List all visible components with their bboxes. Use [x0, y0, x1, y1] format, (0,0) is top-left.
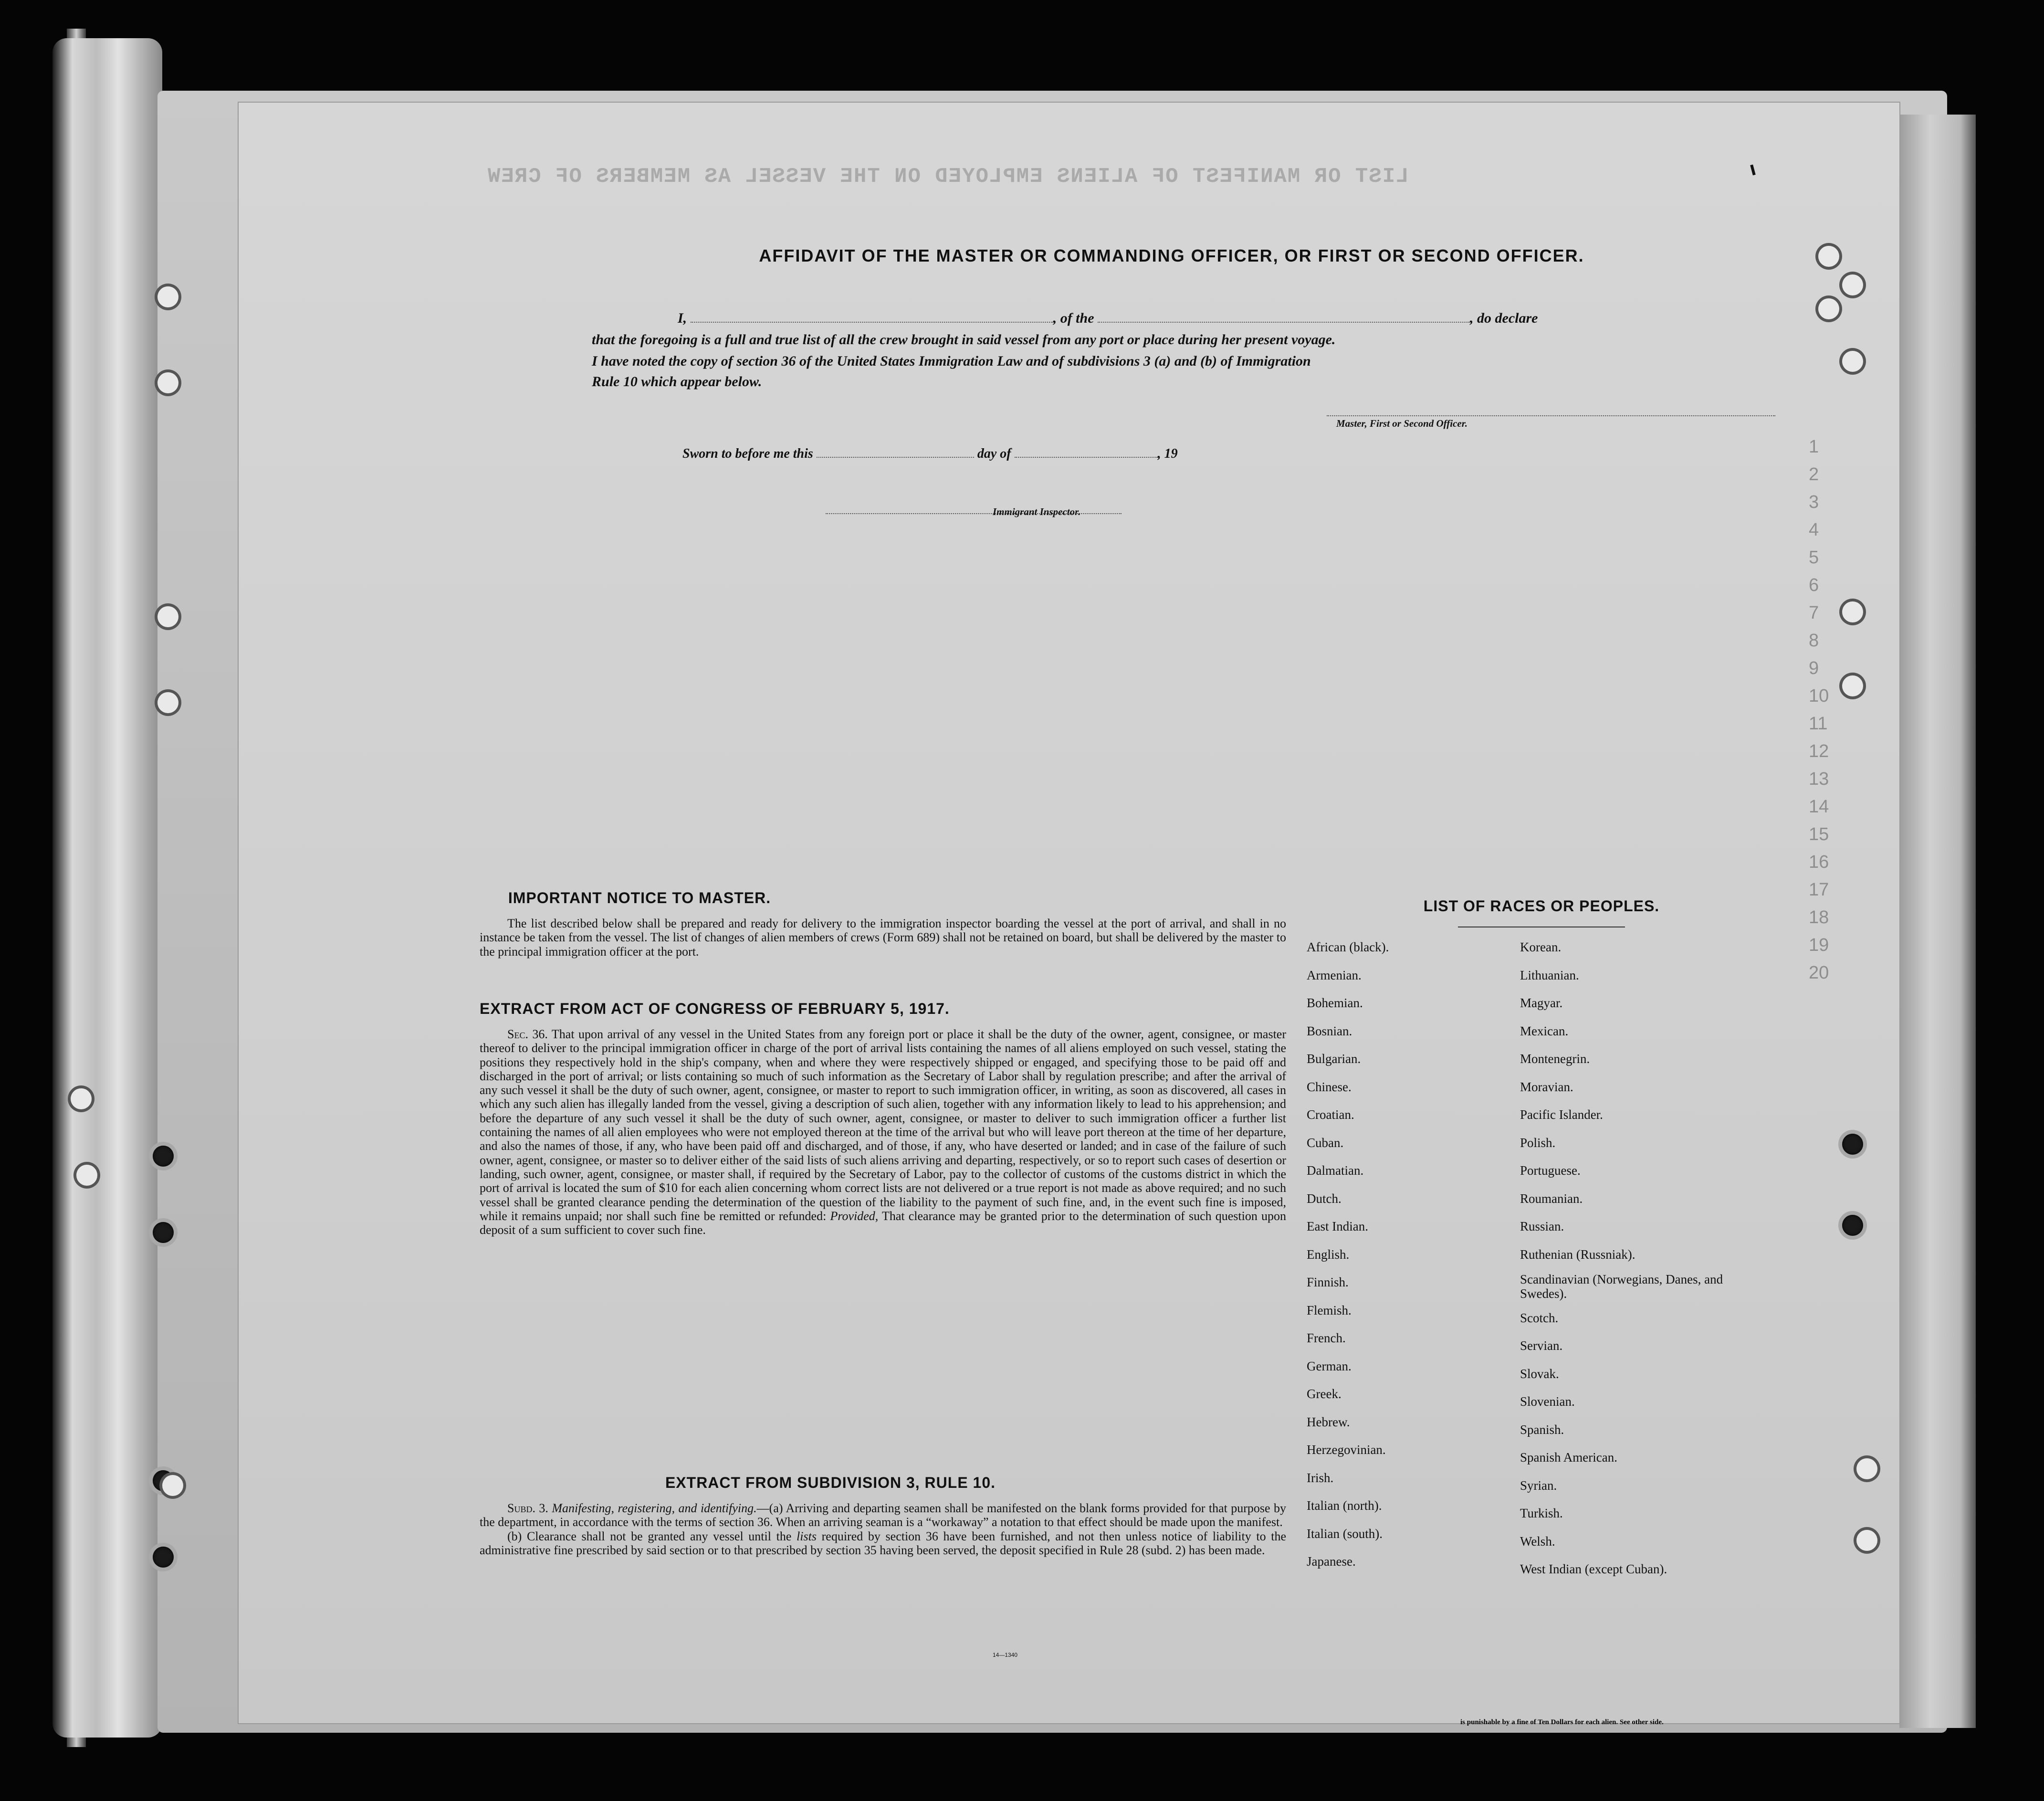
row-number: 11	[1809, 714, 1828, 734]
race-item: Scotch.	[1520, 1310, 1559, 1325]
race-item: Magyar.	[1520, 996, 1563, 1010]
races-title: LIST OF RACES OR PEOPLES.	[1423, 897, 1660, 915]
binder-hole	[71, 1088, 92, 1109]
affidavit-line-2: that the foregoing is a full and true list of all the crew brought in said vessel from any port or place during her present voyage.	[592, 332, 1336, 348]
footer-note: is punishable by a fine of Ten Dollars for each alien. See other side.	[1460, 1718, 1664, 1726]
race-item: Dutch.	[1307, 1191, 1342, 1206]
bleed-through-title: LIST OR MANIFEST OF ALIENS EMPLOYED ON THE VESSEL AS MEMBERS OF CREW	[487, 165, 1409, 189]
sec36-end: That clearance may be granted prior to the determination of such question upon deposit of a sum sufficient to cover such fine.	[480, 1209, 1286, 1237]
subd-label: Subd. 3.	[507, 1501, 548, 1515]
subd-heading: Manifesting, registering, and identifying.	[552, 1501, 757, 1515]
form-number: 14—1340	[993, 1652, 1018, 1658]
race-item: Cuban.	[1307, 1135, 1344, 1150]
sec36-paragraph	[480, 1027, 1286, 1237]
race-item: Croatian.	[1307, 1107, 1354, 1122]
binder-hole	[76, 1165, 97, 1186]
race-item: Slovenian.	[1520, 1394, 1575, 1409]
race-item: French.	[1307, 1331, 1346, 1345]
master-signature-label: Master, First or Second Officer.	[1336, 418, 1467, 429]
race-item: Irish.	[1307, 1470, 1334, 1485]
master-signature-line	[1327, 415, 1775, 416]
row-number: 4	[1809, 520, 1819, 540]
row-number: 14	[1809, 797, 1829, 817]
row-number: 7	[1809, 603, 1819, 623]
race-item: Russian.	[1520, 1219, 1564, 1233]
subd-b-text-1: (b) Clearance shall not be granted any vessel until the	[507, 1529, 792, 1543]
race-item: Polish.	[1520, 1135, 1556, 1150]
row-number: 6	[1809, 575, 1819, 595]
sec36-body: That upon arrival of any vessel in the United States from any foreign port or place it shall be the duty of the owner, agent, consignee, or master thereof to deliver to the principal immigration officer in charge of the port of arrival lists containing the names of all aliens employed on such vessel, stating the positions they respectively hold in the ship's company, when and where they were respectively shipped or engaged, and specifying those to be paid off and discharged in the port of arrival; or lists containing so much of such information as the Secretary of Labor shall by regulation prescribe; and after the arrival of any such vessel it shall be the duty of such owner, agent, consignee, or master to report to such immigration officer, in writing, as soon as discovered, all cases in which any such alien has illegally landed from the vessel, giving a description of such alien, together with any information likely to lead to his apprehension; and before the departure of any such vessel it shall be the duty of such owner, agent, consignee, or master to deliver to such immigration officer a further list containing the names of all alien employees who were not employed thereon at the time of the arrival but who will leave port thereon at the time of her departure, and also the names of those, if any, who have been paid off and discharged, and of those, if any, who have deserted or landed; and in case of the failure of such owner, agent, consignee, or master so to deliver either of the said lists of such aliens arriving and departing, respectively, or so to report such cases of desertion or landing, such owner, agent, consignee, or master shall, if required by the Secretary of Labor, pay to the collector of customs of the customs district in which the port of arrival is located the sum of $10 for each alien concerning whom correct lists are not delivered or a true report is not made as above required; and no such vessel shall be granted clearance pending the determination of the question of the liability to the payment of such fine, and, in the event such fine is imposed, while it remains unpaid; nor shall such fine be remitted or refunded:	[480, 1027, 1287, 1223]
binder-hole	[157, 286, 178, 307]
race-item: Portuguese.	[1520, 1163, 1581, 1178]
page-hole	[1818, 298, 1839, 319]
row-number: 5	[1809, 548, 1819, 568]
page-right-edge	[1899, 115, 1976, 1728]
race-item: Scandinavian (Norwegians, Danes, and Swedes).	[1520, 1272, 1723, 1301]
race-item: Bosnian.	[1307, 1023, 1352, 1038]
affidavit-line-1	[678, 310, 1538, 326]
race-item: Armenian.	[1307, 968, 1362, 982]
race-item: Montenegrin.	[1520, 1052, 1590, 1066]
affidavit-do-declare: , do declare	[1470, 310, 1538, 326]
subd-b-text-2: required by section 36 have been furnished, and not then unless notice of liability to the administrative fine prescribed by said section or to that prescribed by section 35 having been served, the deposit specified in Rule 28 (subd. 2) has been made.	[480, 1529, 1287, 1557]
race-item: West Indian (except Cuban).	[1520, 1562, 1667, 1576]
manifest-page	[239, 103, 1899, 1723]
name-blank	[691, 322, 1053, 323]
binder-hole	[157, 606, 178, 627]
race-item: Italian (south).	[1307, 1526, 1383, 1541]
notice-paragraph: The list described below shall be prepared and ready for delivery to the immigration inspector boarding the vessel at the port of arrival, and shall in no instance be taken from the vessel. The list of changes of alien members of crews (Form 689) shall not be retained on board, but shall be delivered by the master to the principal immigration officer at the port.	[480, 916, 1286, 958]
day-of-text: day of	[977, 446, 1011, 461]
sec-label: Sec. 36.	[507, 1027, 548, 1041]
race-item: Bulgarian.	[1307, 1052, 1361, 1066]
sworn-month-blank	[1015, 457, 1158, 458]
row-number: 12	[1809, 741, 1829, 761]
binder-spine	[52, 38, 162, 1738]
binder-hole	[153, 1222, 174, 1243]
page-hole	[1856, 1458, 1877, 1479]
race-item: Slovak.	[1520, 1366, 1559, 1381]
race-item: English.	[1307, 1247, 1350, 1262]
race-item: Lithuanian.	[1520, 968, 1579, 982]
sworn-text: Sworn to before me this	[682, 446, 813, 461]
notice-title: IMPORTANT NOTICE TO MASTER.	[508, 889, 771, 906]
row-number: 10	[1809, 686, 1829, 706]
race-item: Spanish.	[1520, 1422, 1564, 1437]
page-hole	[1842, 351, 1863, 372]
page-hole	[1818, 246, 1839, 267]
race-item: Welsh.	[1520, 1534, 1555, 1548]
race-item: Roumanian.	[1520, 1191, 1583, 1206]
row-number: 13	[1809, 769, 1829, 789]
race-item: Dalmatian.	[1307, 1163, 1364, 1178]
extract-act-text	[480, 1027, 1286, 1237]
page-hole	[1856, 1530, 1877, 1551]
extract-act-title: EXTRACT FROM ACT OF CONGRESS OF FEBRUARY 5, 1917.	[480, 1000, 950, 1017]
extract-rule-title: EXTRACT FROM SUBDIVISION 3, RULE 10.	[665, 1474, 996, 1491]
race-item: Greek.	[1307, 1387, 1342, 1401]
page-hole	[1842, 274, 1863, 295]
binder-hole	[153, 1146, 174, 1167]
race-item: German.	[1307, 1359, 1352, 1373]
race-item: Ruthenian (Russniak).	[1520, 1247, 1635, 1262]
page-hole	[1842, 675, 1863, 696]
races-left-column	[1307, 933, 1507, 1576]
row-number: 16	[1809, 852, 1829, 872]
row-number: 18	[1809, 907, 1829, 927]
race-item: Herzegovinian.	[1307, 1443, 1386, 1457]
affidavit-line-4: Rule 10 which appear below.	[592, 374, 762, 390]
pen-mark	[1750, 165, 1755, 176]
row-number: 20	[1809, 963, 1829, 983]
row-number: 8	[1809, 631, 1819, 651]
row-number: 17	[1809, 880, 1829, 900]
provided-word: Provided,	[830, 1209, 879, 1223]
affidavit-line-3: I have noted the copy of section 36 of the United States Immigration Law and of subdivisions 3 (a) and (b) of Immigration	[592, 353, 1311, 369]
notice-text	[480, 916, 1286, 958]
page-hole	[1842, 601, 1863, 622]
race-item: Finnish.	[1307, 1275, 1349, 1289]
races-right-column	[1520, 933, 1759, 1583]
subd-b-lists: lists	[797, 1529, 817, 1543]
race-item: Hebrew.	[1307, 1414, 1350, 1429]
race-item: Italian (north).	[1307, 1498, 1382, 1513]
race-item: African (black).	[1307, 940, 1389, 954]
row-number: 9	[1809, 658, 1819, 678]
row-number: 1	[1809, 437, 1819, 457]
row-number: 15	[1809, 824, 1829, 844]
binder-hole	[157, 692, 178, 713]
sworn-line	[682, 446, 1178, 462]
race-item: Mexican.	[1520, 1023, 1569, 1038]
row-number: 2	[1809, 464, 1819, 484]
vessel-blank	[1098, 322, 1470, 323]
extract-rule-text	[480, 1501, 1286, 1557]
race-item: Pacific Islander.	[1520, 1107, 1603, 1122]
race-item: Spanish American.	[1520, 1450, 1617, 1464]
binder-hole	[157, 372, 178, 393]
affidavit-i: I,	[678, 310, 687, 326]
inspector-label: Immigrant Inspector.	[993, 506, 1081, 517]
year-text: , 19	[1157, 446, 1178, 461]
race-item: East Indian.	[1307, 1219, 1368, 1233]
race-item: Japanese.	[1307, 1554, 1356, 1569]
race-item: Moravian.	[1520, 1079, 1573, 1094]
race-item: Bohemian.	[1307, 996, 1363, 1010]
race-item: Syrian.	[1520, 1478, 1557, 1493]
page-hole	[1842, 1134, 1863, 1155]
subd-a-paragraph	[480, 1501, 1286, 1529]
race-item: Flemish.	[1307, 1303, 1352, 1317]
row-number: 3	[1809, 492, 1819, 512]
affidavit-title: AFFIDAVIT OF THE MASTER OR COMMANDING OFFICER, OR FIRST OR SECOND OFFICER.	[759, 246, 1584, 265]
race-item: Servian.	[1520, 1338, 1563, 1353]
race-item: Turkish.	[1520, 1506, 1563, 1520]
subd-b-paragraph	[480, 1529, 1286, 1558]
affidavit-of-the: , of the	[1053, 310, 1094, 326]
race-item: Korean.	[1520, 940, 1562, 954]
row-number: 19	[1809, 935, 1829, 955]
binder-hole	[153, 1547, 174, 1568]
subd-a-text: —(a) Arriving and departing seamen shall be manifested on the blank forms provided for that purpose by the department, in accordance with the terms of section 36. When an arriving seaman is a “workaway” a notation to that effect should be made upon the manifest.	[480, 1501, 1287, 1529]
race-item: Chinese.	[1307, 1079, 1352, 1094]
page-hole	[1842, 1215, 1863, 1236]
binder-hole	[162, 1475, 183, 1496]
sworn-day-blank	[817, 457, 974, 458]
